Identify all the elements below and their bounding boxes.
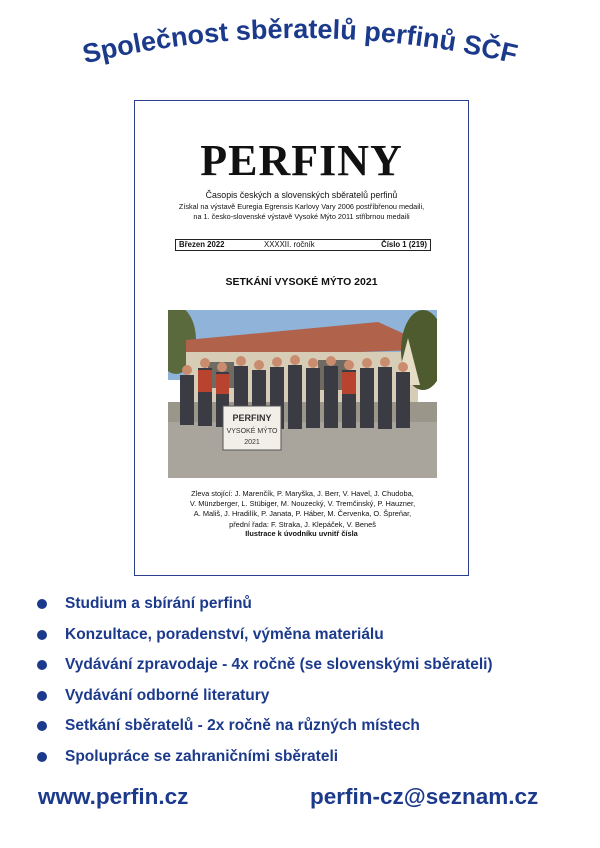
list-item-text: Spolupráce se zahraničními sběrateli [65,747,339,765]
magazine-subtitle: Časopis českých a slovenských sběratelů perfinů [205,190,398,200]
bullet-dot-icon [37,630,47,640]
cover-headline: SETKÁNÍ VYSOKÉ MÝTO 2021 [225,276,378,288]
website-link[interactable]: www.perfin.cz [38,784,189,809]
magazine-cover [134,100,469,576]
caption-line: V. Münzberger, L. Stübiger, M. Nouzecký, V. Tremčinský, P. Hauzner, [189,499,416,509]
caption-line: přední řada: F. Straka, J. Klepáček, V. Beneš [229,519,376,529]
email-link[interactable]: perfin-cz@seznam.cz [310,784,539,809]
caption-line: A. Mališ, J. Hradilík, P. Janata, P. Háber, M. Červenka, O. Špreňar, [193,509,412,519]
title-text: Společnost sběratelů perfinů SČF [79,13,521,70]
arched-title [0,0,600,100]
issue-number: Číslo 1 (219) [381,240,427,249]
award-line: na 1. česko-slovenské výstavě Vysoké Mýto 2011 stříbrnou medaili [193,212,410,221]
bullet-dot-icon [37,691,47,701]
issue-volume: XXXXII. ročník [264,240,315,249]
issue-date: Březen 2022 [179,240,225,249]
list-item-text: Vydávání odborné literatury [65,686,270,704]
award-line: Získal na výstavě Euregia Egrensis Karlovy Vary 2006 postříbřenou medaili, [178,202,425,211]
caption-line: Zleva stojící: J. Marenčík, P. Maryška, J. Berr, V. Havel, J. Chudoba, [191,489,414,498]
list-item-text: Vydávání zpravodaje - 4x ročně (se slovenskými sběrateli) [65,656,493,673]
photo-sign-line1: PERFINY [232,413,272,423]
photo-sign-line2: VYSOKÉ MÝTO [226,428,278,435]
magazine-title: PERFINY [200,136,403,185]
award-text [135,202,468,222]
bullet-dot-icon [37,752,47,762]
bullet-dot-icon [37,660,47,670]
group-photo [168,310,437,478]
bullet-dot-icon [37,599,47,609]
photo-caption [155,489,450,530]
caption-note: Ilustrace k úvodníku uvnitř čísla [245,529,358,538]
list-item-text: Konzultace, poradenství, výměna materiálu [65,625,384,643]
photo-sign-line3: 2021 [244,439,260,446]
list-item-text: Studium a sbírání perfinů [65,595,252,612]
issue-bar [175,239,431,251]
list-item-text: Setkání sběratelů - 2x ročně na různých místech [65,717,420,734]
bullet-dot-icon [37,721,47,731]
